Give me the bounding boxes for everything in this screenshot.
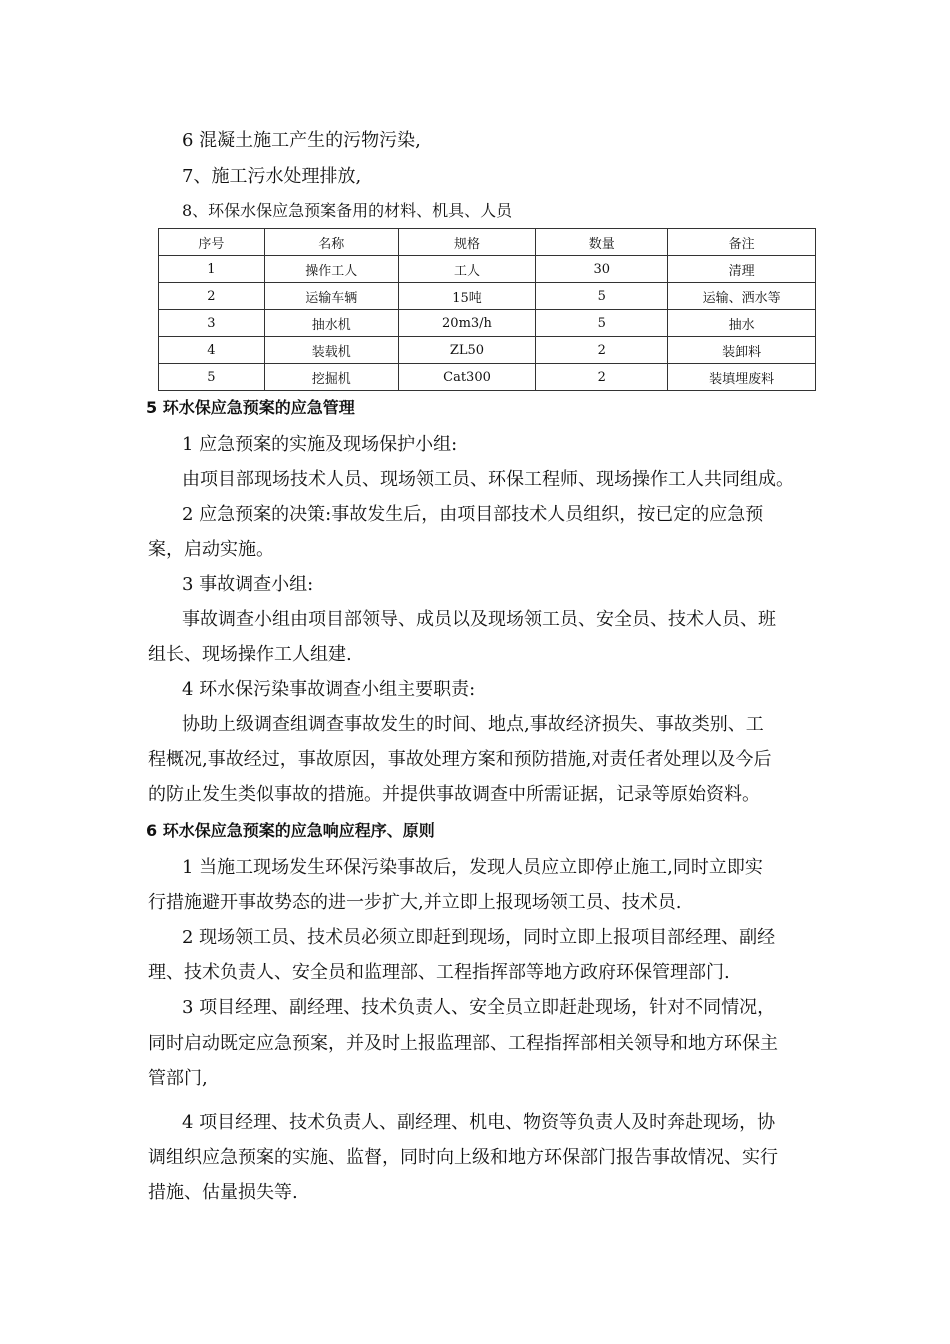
paragraph-line: 由项目部现场技术人员、现场领工员、环保工程师、现场操作工人共同组成。 xyxy=(182,469,794,490)
table-cell: 30 xyxy=(536,256,668,283)
table-header-cell: 规格 xyxy=(398,229,536,256)
table-cell: 4 xyxy=(159,337,265,364)
paragraph-line: 1 应急预案的实施及现场保护小组: xyxy=(182,434,458,455)
paragraph-line: 事故调查小组由项目部领导、成员以及现场领工员、安全员、技术人员、班 xyxy=(182,609,776,630)
paragraph-line: 调组织应急预案的实施、监督，同时向上级和地方环保部门报告事故情况、实行 xyxy=(148,1147,778,1168)
paragraph-line: 措施、估量损失等. xyxy=(148,1182,298,1203)
table-cell: 5 xyxy=(159,364,265,391)
paragraph-line: 理、技术负责人、安全员和监理部、工程指挥部等地方政府环保管理部门. xyxy=(148,962,730,983)
table-cell: 运输车辆 xyxy=(264,283,398,310)
list-item: 8、环保水保应急预案备用的材料、机具、人员 xyxy=(182,201,513,220)
table-cell: ZL50 xyxy=(398,337,536,364)
table-cell: 抽水 xyxy=(668,310,816,337)
section-heading: 6 环水保应急预案的应急响应程序、原则 xyxy=(146,821,435,840)
paragraph-line: 同时启动既定应急预案，并及时上报监理部、工程指挥部相关领导和地方环保主 xyxy=(148,1033,778,1054)
paragraph-line: 4 项目经理、技术负责人、副经理、机电、物资等负责人及时奔赴现场，协 xyxy=(182,1112,776,1133)
table-cell: 抽水机 xyxy=(264,310,398,337)
paragraph-line: 1 当施工现场发生环保污染事故后，发现人员应立即停止施工,同时立即实 xyxy=(182,857,763,878)
paragraph-line: 协助上级调查组调查事故发生的时间、地点,事故经济损失、事故类别、工 xyxy=(182,714,764,735)
table-header-cell: 备注 xyxy=(668,229,816,256)
table-header-cell: 序号 xyxy=(159,229,265,256)
list-item: 7、施工污水处理排放, xyxy=(182,166,362,187)
table-cell: 运输、洒水等 xyxy=(668,283,816,310)
list-item: 6 混凝土施工产生的污物污染, xyxy=(182,130,421,151)
paragraph-line: 4 环水保污染事故调查小组主要职责: xyxy=(182,679,476,700)
table-cell: 工人 xyxy=(398,256,536,283)
table-cell: 1 xyxy=(159,256,265,283)
paragraph-line: 案，启动实施。 xyxy=(148,539,274,560)
table-cell: 3 xyxy=(159,310,265,337)
table-cell: 清理 xyxy=(668,256,816,283)
table-cell: 5 xyxy=(536,283,668,310)
paragraph-line: 3 事故调查小组: xyxy=(182,574,314,595)
equipment-table xyxy=(158,228,816,391)
paragraph-line: 2 应急预案的决策:事故发生后，由项目部技术人员组织，按已定的应急预 xyxy=(182,504,764,525)
table-row xyxy=(159,364,816,391)
paragraph-line: 行措施避开事故势态的进一步扩大,并立即上报现场领工员、技术员. xyxy=(148,892,682,913)
paragraph-line: 的防止发生类似事故的措施。并提供事故调查中所需证据，记录等原始资料。 xyxy=(148,784,760,805)
section-heading: 5 环水保应急预案的应急管理 xyxy=(146,398,355,417)
table-cell: 2 xyxy=(536,364,668,391)
table-header-cell: 名称 xyxy=(264,229,398,256)
paragraph-line: 2 现场领工员、技术员必须立即赶到现场，同时立即上报项目部经理、副经 xyxy=(182,927,776,948)
table-header-cell: 数量 xyxy=(536,229,668,256)
table-cell: 挖掘机 xyxy=(264,364,398,391)
table-cell: 装填埋废料 xyxy=(668,364,816,391)
paragraph-line: 3 项目经理、副经理、技术负责人、安全员立即赶赴现场，针对不同情况， xyxy=(182,997,776,1018)
table-row xyxy=(159,283,816,310)
paragraph-line: 管部门, xyxy=(148,1068,208,1089)
table-cell: 15吨 xyxy=(398,283,536,310)
table-row xyxy=(159,337,816,364)
table-cell: 5 xyxy=(536,310,668,337)
paragraph-line: 组长、现场操作工人组建. xyxy=(148,644,352,665)
table-cell: 2 xyxy=(159,283,265,310)
table-cell: 操作工人 xyxy=(264,256,398,283)
table-cell: 装载机 xyxy=(264,337,398,364)
table-cell: 20m3/h xyxy=(398,310,536,337)
table-row xyxy=(159,256,816,283)
table-cell: Cat300 xyxy=(398,364,536,391)
table-header-row xyxy=(159,229,816,256)
table-cell: 2 xyxy=(536,337,668,364)
table-cell: 装卸料 xyxy=(668,337,816,364)
table-row xyxy=(159,310,816,337)
paragraph-line: 程概况,事故经过，事故原因，事故处理方案和预防措施,对责任者处理以及今后 xyxy=(148,749,772,770)
